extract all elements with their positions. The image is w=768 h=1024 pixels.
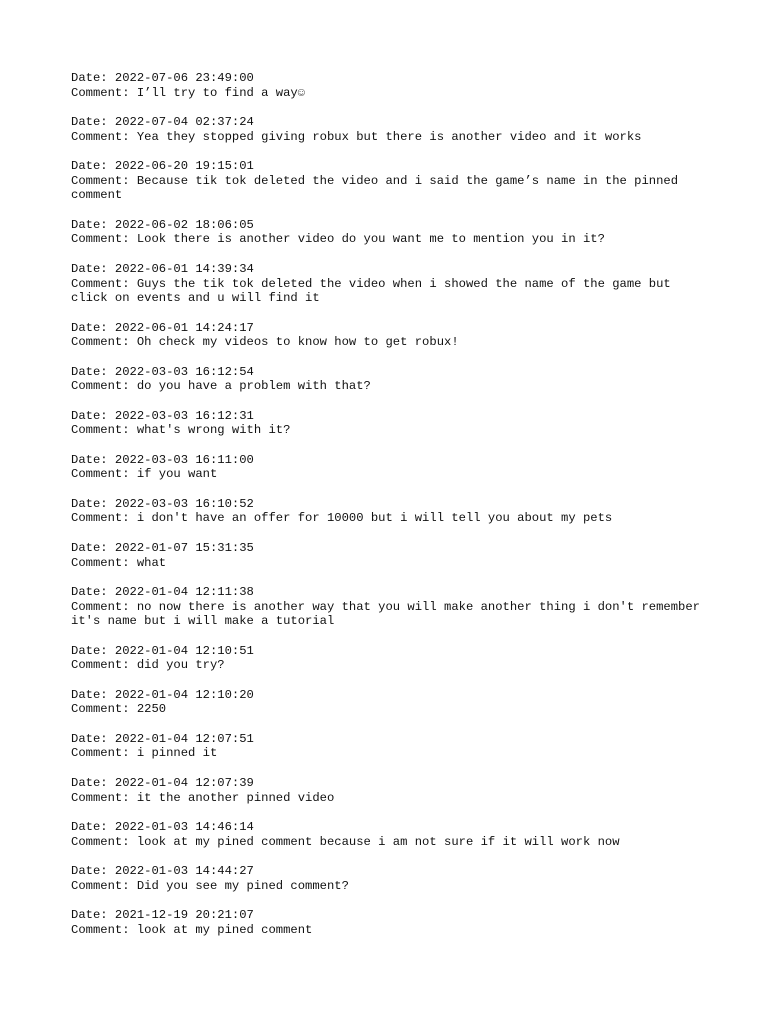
comment-label: Comment:	[71, 276, 137, 291]
date-label: Date:	[71, 585, 115, 600]
entry-comment-line	[71, 556, 711, 571]
entry-comment-line	[71, 174, 711, 203]
comment-entry	[71, 218, 711, 247]
comment-text: what's wrong with it?	[136, 423, 291, 438]
entry-comment-line	[71, 467, 711, 482]
comment-text: look at my pined comment because i am not sure if it will work now	[136, 834, 620, 849]
entry-comment-line	[71, 335, 711, 350]
comment-text: if you want	[136, 467, 218, 482]
entry-date-line	[71, 776, 711, 791]
date-value: 2022-01-04 12:10:51	[114, 643, 254, 658]
entry-date-line	[71, 218, 711, 233]
comment-label: Comment:	[71, 173, 137, 188]
entry-date-line	[71, 365, 711, 380]
date-label: Date:	[71, 496, 115, 511]
comment-entry	[71, 732, 711, 761]
comment-text: i pinned it	[136, 746, 218, 761]
date-label: Date:	[71, 908, 115, 923]
comment-label: Comment:	[71, 379, 137, 394]
comment-text: Guys the tik tok deleted the video when i showed the name of the game but click on events and u will find it	[71, 276, 679, 306]
entry-comment-line	[71, 600, 711, 629]
comment-label: Comment:	[71, 702, 137, 717]
comment-entry	[71, 262, 711, 306]
date-value: 2022-01-03 14:46:14	[114, 820, 254, 835]
entry-comment-line	[71, 130, 711, 145]
date-label: Date:	[71, 643, 115, 658]
entry-date-line	[71, 541, 711, 556]
comment-text: 2250	[136, 702, 167, 717]
entry-date-line	[71, 71, 711, 86]
comment-entry	[71, 908, 711, 937]
entry-comment-line	[71, 879, 711, 894]
comment-label: Comment:	[71, 922, 137, 937]
comment-entry	[71, 159, 711, 203]
entry-date-line	[71, 644, 711, 659]
date-label: Date:	[71, 864, 115, 879]
entry-comment-line	[71, 658, 711, 673]
entry-date-line	[71, 262, 711, 277]
date-label: Date:	[71, 217, 115, 232]
comment-entry	[71, 644, 711, 673]
comment-entry	[71, 864, 711, 893]
comment-text: what	[136, 555, 167, 570]
comment-entry	[71, 71, 711, 100]
comment-entry	[71, 453, 711, 482]
comment-text: Yea they stopped giving robux but there is another video and it works	[136, 129, 642, 144]
date-value: 2022-03-03 16:11:00	[114, 452, 254, 467]
date-value: 2022-01-07 15:31:35	[114, 540, 254, 555]
entry-date-line	[71, 321, 711, 336]
comment-text: Oh check my videos to know how to get robux!	[136, 335, 459, 350]
date-value: 2022-01-04 12:11:38	[114, 585, 254, 600]
date-value: 2022-03-03 16:12:31	[114, 408, 254, 423]
date-label: Date:	[71, 820, 115, 835]
date-label: Date:	[71, 687, 115, 702]
comment-log	[71, 71, 711, 952]
comment-entry	[71, 776, 711, 805]
comment-entry	[71, 497, 711, 526]
date-value: 2022-07-04 02:37:24	[114, 115, 254, 130]
comment-label: Comment:	[71, 746, 137, 761]
comment-entry	[71, 365, 711, 394]
date-value: 2022-01-03 14:44:27	[114, 864, 254, 879]
entry-date-line	[71, 864, 711, 879]
date-label: Date:	[71, 115, 115, 130]
comment-label: Comment:	[71, 467, 137, 482]
date-value: 2022-06-20 19:15:01	[114, 159, 254, 174]
entry-date-line	[71, 585, 711, 600]
entry-date-line	[71, 820, 711, 835]
comment-text: no now there is another way that you will make another thing i don't remember it's name but i will make a tutorial	[71, 599, 708, 629]
comment-text: did you try?	[136, 658, 225, 673]
entry-date-line	[71, 497, 711, 512]
entry-comment-line	[71, 232, 711, 247]
date-value: 2022-03-03 16:12:54	[114, 364, 254, 379]
comment-text: I’ll try to find a way☺	[136, 85, 306, 100]
date-label: Date:	[71, 261, 115, 276]
date-value: 2022-06-01 14:39:34	[114, 261, 254, 276]
comment-label: Comment:	[71, 335, 137, 350]
date-label: Date:	[71, 540, 115, 555]
entry-comment-line	[71, 835, 711, 850]
comment-text: Because tik tok deleted the video and i said the game’s name in the pinned comment	[71, 173, 686, 203]
date-label: Date:	[71, 408, 115, 423]
date-value: 2022-07-06 23:49:00	[114, 71, 254, 85]
comment-label: Comment:	[71, 878, 137, 893]
entry-date-line	[71, 453, 711, 468]
date-label: Date:	[71, 159, 115, 174]
entry-date-line	[71, 115, 711, 130]
date-value: 2021-12-19 20:21:07	[114, 908, 254, 923]
comment-text: Look there is another video do you want me to mention you in it?	[136, 232, 605, 247]
comment-entry	[71, 115, 711, 144]
entry-date-line	[71, 688, 711, 703]
comment-entry	[71, 541, 711, 570]
entry-comment-line	[71, 423, 711, 438]
date-label: Date:	[71, 71, 115, 85]
entry-date-line	[71, 409, 711, 424]
entry-date-line	[71, 908, 711, 923]
entry-comment-line	[71, 277, 711, 306]
date-label: Date:	[71, 731, 115, 746]
comment-label: Comment:	[71, 834, 137, 849]
date-value: 2022-03-03 16:10:52	[114, 496, 254, 511]
entry-date-line	[71, 732, 711, 747]
comment-text: it the another pinned video	[136, 790, 335, 805]
date-value: 2022-01-04 12:10:20	[114, 687, 254, 702]
comment-entry	[71, 585, 711, 629]
comment-entry	[71, 321, 711, 350]
date-label: Date:	[71, 364, 115, 379]
comment-label: Comment:	[71, 790, 137, 805]
entry-comment-line	[71, 379, 711, 394]
comment-label: Comment:	[71, 511, 137, 526]
comment-label: Comment:	[71, 555, 137, 570]
comment-label: Comment:	[71, 85, 137, 100]
comment-entry	[71, 688, 711, 717]
comment-entry	[71, 409, 711, 438]
entry-comment-line	[71, 791, 711, 806]
comment-label: Comment:	[71, 599, 137, 614]
entry-date-line	[71, 159, 711, 174]
entry-comment-line	[71, 702, 711, 717]
date-label: Date:	[71, 775, 115, 790]
comment-text: look at my pined comment	[136, 922, 313, 937]
entry-comment-line	[71, 746, 711, 761]
comment-label: Comment:	[71, 658, 137, 673]
date-label: Date:	[71, 452, 115, 467]
date-value: 2022-06-01 14:24:17	[114, 320, 254, 335]
entry-comment-line	[71, 923, 711, 938]
date-value: 2022-01-04 12:07:51	[114, 731, 254, 746]
comment-label: Comment:	[71, 232, 137, 247]
comment-text: Did you see my pined comment?	[136, 878, 349, 893]
date-label: Date:	[71, 320, 115, 335]
comment-text: do you have a problem with that?	[136, 379, 371, 394]
date-value: 2022-01-04 12:07:39	[114, 775, 254, 790]
entry-comment-line	[71, 511, 711, 526]
comment-entry	[71, 820, 711, 849]
date-value: 2022-06-02 18:06:05	[114, 217, 254, 232]
entry-comment-line	[71, 86, 711, 101]
comment-text: i don't have an offer for 10000 but i will tell you about my pets	[136, 511, 613, 526]
comment-label: Comment:	[71, 129, 137, 144]
comment-label: Comment:	[71, 423, 137, 438]
